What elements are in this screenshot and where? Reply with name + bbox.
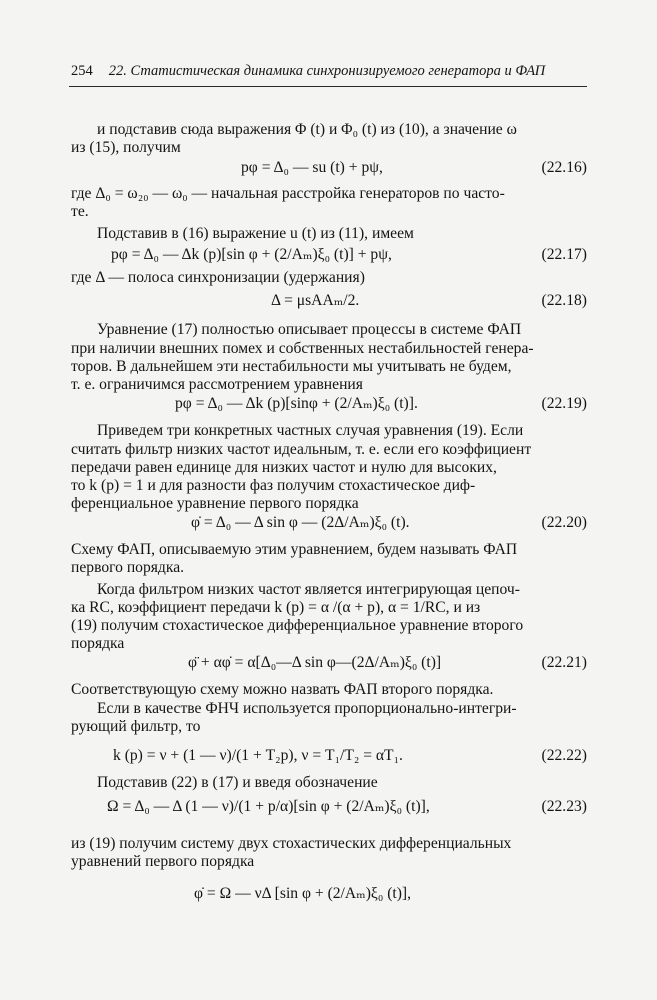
header-rule [69, 86, 587, 87]
text-line: ференциальное уравнение первого порядка [71, 495, 359, 512]
equation-number: (22.23) [541, 798, 587, 815]
text-line: где Δ₀ = ω₂₀ — ω₀ — начальная расстройка генераторов по часто- [71, 185, 505, 202]
equation-number: (22.17) [541, 246, 587, 263]
text-line: порядка [71, 635, 125, 652]
equation-formula: pφ = Δ₀ — Δk (p)[sin φ + (2/Aₘ)ξ₀ (t)] + pψ, [111, 246, 392, 263]
text-line: то k (p) = 1 и для разности фаз получим стохастическое диф- [71, 477, 476, 494]
text-line: при наличии внешних помех и собственных нестабильностей генера- [71, 340, 534, 357]
text-line: (19) получим стохастическое дифференциальное уравнение второго [71, 617, 524, 634]
text-line: Если в качестве ФНЧ используется пропорционально-интегри- [97, 700, 517, 717]
equation-formula: φ̈ + αφ̇ = α[Δ₀—Δ sin φ—(2Δ/Aₘ)ξ₀ (t)] [188, 654, 442, 671]
text-line: и подставив сюда выражения Φ (t) и Φ₀ (t) из (10), а значение ω [97, 121, 517, 138]
running-header [71, 63, 587, 80]
text-line: ка RC, коэффициент передачи k (p) = α /(α + p), α = 1/RC, и из [71, 599, 481, 616]
text-line: первого порядка. [71, 559, 185, 576]
text-line: уравнений первого порядка [71, 853, 255, 870]
text-line: Подставив (22) в (17) и введя обозначение [97, 774, 378, 791]
equation-formula: k (p) = ν + (1 — ν)/(1 + T₂p), ν = T₁/T₂ = αT₁. [113, 747, 403, 764]
running-title: 22. Статистическая динамика синхронизируемого генератора и ФАП [108, 63, 546, 79]
equation-formula: Δ = μsAAₘ/2. [271, 292, 360, 309]
text-line: те. [71, 203, 89, 220]
text-line: Приведем три конкретных частных случая уравнения (19). Если [97, 422, 524, 439]
equation-formula: φ̇ = Δ₀ — Δ sin φ — (2Δ/Aₘ)ξ₀ (t). [191, 514, 410, 531]
equation-formula: pφ = Δ₀ — Δk (p)[sinφ + (2/Aₘ)ξ₀ (t)]. [175, 395, 418, 412]
equation-number: (22.21) [541, 654, 587, 671]
text-line: Подставив в (16) выражение u (t) из (11), имеем [97, 225, 414, 242]
text-line: из (19) получим систему двух стохастических дифференциальных [71, 835, 512, 852]
equation-formula: φ̇ = Ω — νΔ [sin φ + (2/Aₘ)ξ₀ (t)], [194, 885, 412, 902]
text-line: из (15), получим [71, 139, 181, 156]
text-line: Уравнение (17) полностью описывает процессы в системе ФАП [97, 321, 522, 338]
text-line: т. е. ограничимся рассмотрением уравнения [71, 376, 363, 393]
text-line: Когда фильтром низких частот является интегрирующая цепоч- [97, 581, 520, 598]
text-line: торов. В дальнейшем эти нестабильности мы учитывать не будем, [71, 358, 512, 375]
equation-number: (22.20) [541, 514, 587, 531]
text-line: передачи равен единице для низких частот и нулю для высоких, [71, 459, 497, 476]
equation-number: (22.19) [541, 395, 587, 412]
text-line: рующий фильтр, то [71, 718, 201, 735]
equation-number: (22.22) [541, 747, 587, 764]
text-line: считать фильтр низких частот идеальным, т. е. если его коэффициент [71, 441, 532, 458]
page-number: 254 [71, 63, 93, 79]
equation-number: (22.16) [541, 159, 587, 176]
equation-number: (22.18) [541, 292, 587, 309]
text-line: Схему ФАП, описываемую этим уравнением, будем называть ФАП [71, 541, 518, 558]
text-line: где Δ — полоса синхронизации (удержания) [71, 269, 365, 286]
equation-formula: pφ = Δ₀ — su (t) + pψ, [241, 159, 383, 176]
text-line: Соответствующую схему можно назвать ФАП второго порядка. [71, 681, 494, 698]
equation-formula: Ω = Δ₀ — Δ (1 — ν)/(1 + p/α)[sin φ + (2/Aₘ)ξ₀ (t)], [107, 798, 430, 815]
